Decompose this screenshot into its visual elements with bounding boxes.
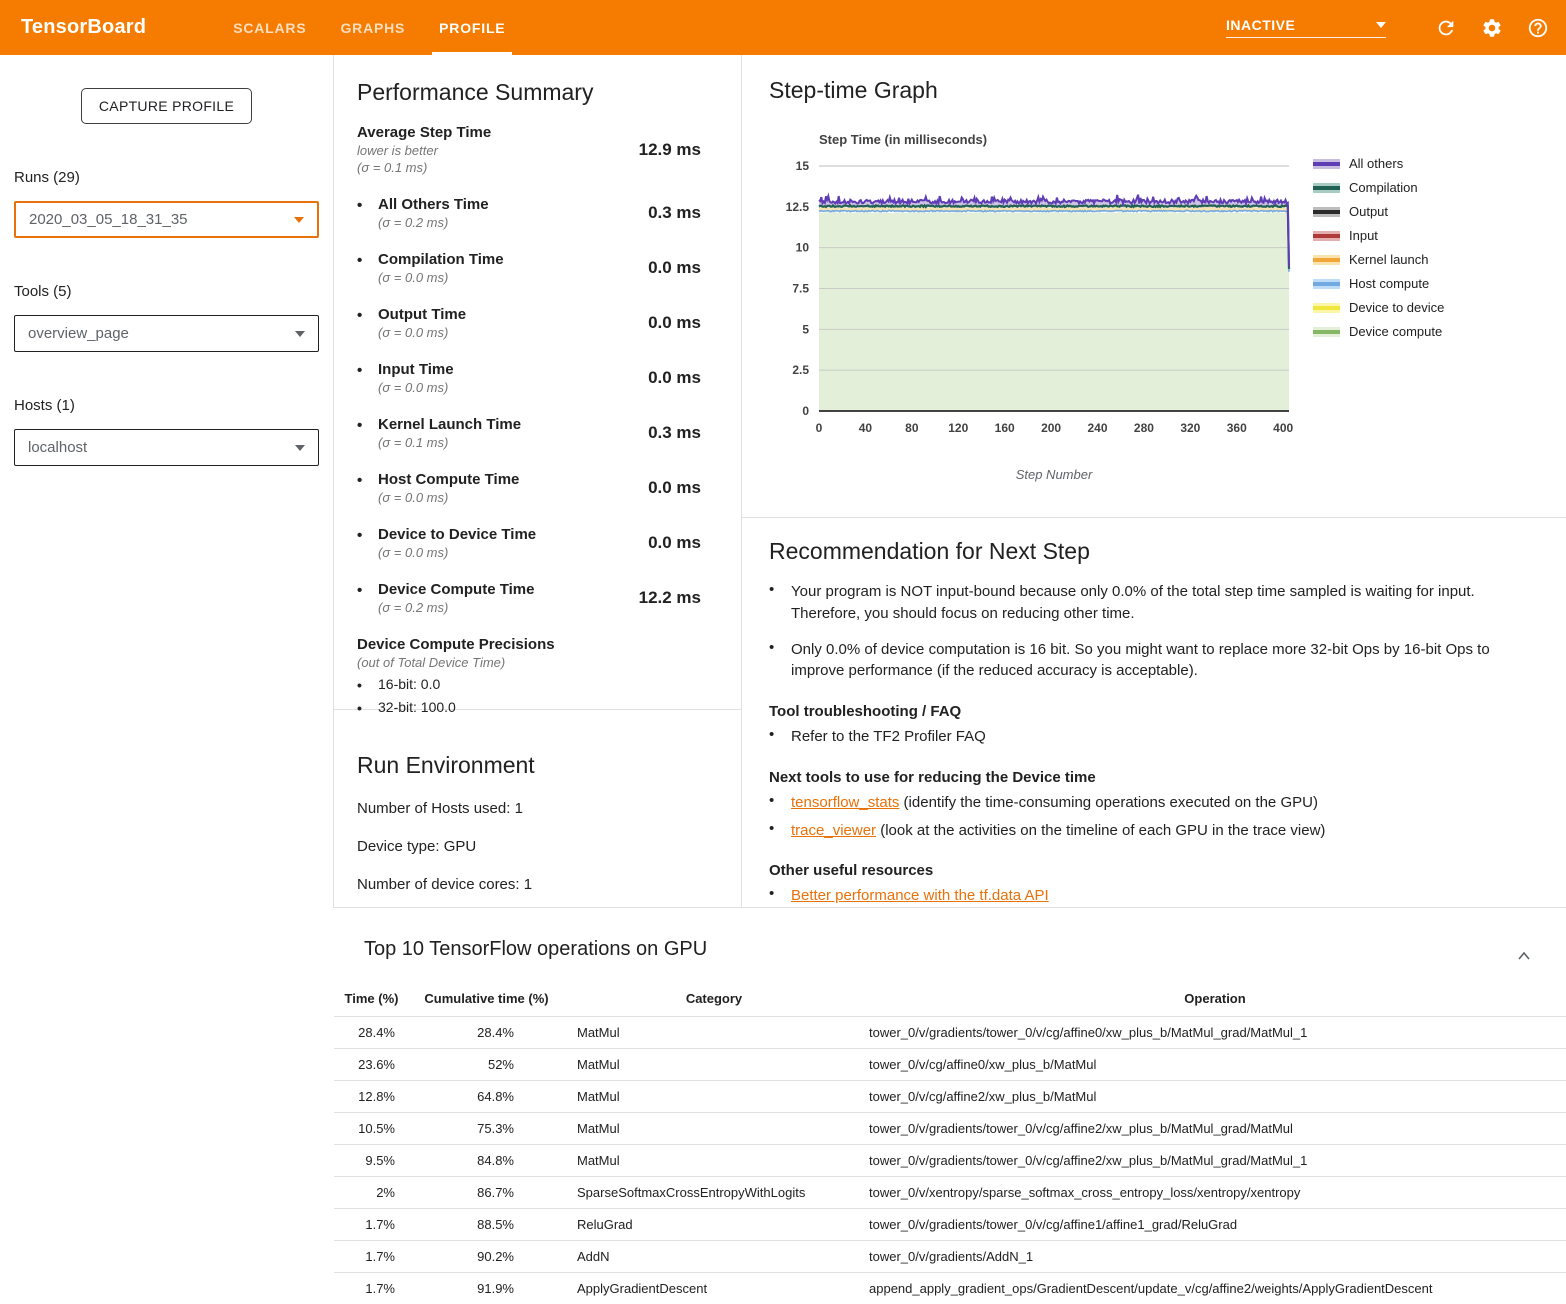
metric-sigma: (σ = 0.2 ms) <box>378 600 591 615</box>
chevron-down-icon <box>295 445 305 451</box>
legend-swatch <box>1313 207 1340 217</box>
metric-value: 12.2 ms <box>591 588 701 608</box>
metric-value: 0.3 ms <box>591 203 701 223</box>
performance-summary-title: Performance Summary <box>357 79 741 106</box>
metric-row <box>357 581 741 615</box>
metric-value: 0.3 ms <box>591 423 701 443</box>
bullet: • <box>769 820 791 842</box>
chevron-down-icon <box>1376 22 1386 28</box>
run-env-device-type: Device type: GPU <box>357 838 741 855</box>
time-cell: 12.8% <box>334 1081 409 1113</box>
metric-row <box>357 306 741 340</box>
category-cell: MatMul <box>564 1017 864 1049</box>
bullet: • <box>769 581 791 625</box>
time-cell: 2% <box>334 1177 409 1209</box>
chart-legend <box>1313 156 1444 482</box>
svg-text:2.5: 2.5 <box>792 363 809 377</box>
col-header-cumulative: Cumulative time (%) <box>409 983 564 1017</box>
category-cell: ApplyGradientDescent <box>564 1273 864 1304</box>
run-environment-section <box>334 710 741 893</box>
bullet: • <box>769 726 791 748</box>
top-bar <box>0 0 1566 55</box>
operation-cell: tower_0/v/gradients/AddN_1 <box>864 1241 1566 1273</box>
hosts-label: Hosts (1) <box>14 397 319 414</box>
recommendation-text: Your program is NOT input-bound because only 0.0% of the total step time sampled is waiting for input. Therefore, you should focus on reducing other time. <box>791 581 1521 625</box>
next-tools-heading: Next tools to use for reducing the Device time <box>769 769 1521 786</box>
legend-swatch <box>1313 183 1340 193</box>
legend-swatch <box>1313 231 1340 241</box>
chart-x-axis-label: Step Number <box>819 467 1289 482</box>
precision-item <box>357 676 741 693</box>
legend-item <box>1313 204 1444 219</box>
chevron-down-icon <box>294 217 304 223</box>
bullet: • <box>357 416 378 434</box>
time-cell: 28.4% <box>334 1017 409 1049</box>
tab-profile[interactable]: PROFILE <box>422 0 522 55</box>
svg-text:120: 120 <box>948 421 968 435</box>
status-dropdown[interactable] <box>1226 17 1386 38</box>
avg-step-time-row <box>357 124 741 175</box>
svg-text:10: 10 <box>796 241 810 255</box>
col-header-operation: Operation <box>864 983 1566 1017</box>
step-time-chart <box>769 132 1299 482</box>
svg-text:320: 320 <box>1180 421 1200 435</box>
page-content <box>0 55 1566 1304</box>
cumulative-cell: 84.8% <box>409 1145 564 1177</box>
bullet: • <box>357 306 378 324</box>
step-time-graph-section <box>742 55 1566 518</box>
operation-cell: tower_0/v/gradients/tower_0/v/cg/affine1/affine1_grad/ReluGrad <box>864 1209 1566 1241</box>
legend-label: Kernel launch <box>1349 252 1429 267</box>
faq-heading: Tool troubleshooting / FAQ <box>769 703 1521 720</box>
operation-cell: tower_0/v/xentropy/sparse_softmax_cross_entropy_loss/xentropy/xentropy <box>864 1177 1566 1209</box>
metric-label: All Others Time <box>378 196 591 213</box>
legend-item <box>1313 180 1444 195</box>
legend-item <box>1313 228 1444 243</box>
hosts-dropdown-value: localhost <box>28 439 87 456</box>
time-cell: 10.5% <box>334 1113 409 1145</box>
metric-value: 0.0 ms <box>591 368 701 388</box>
settings-gear-icon[interactable] <box>1480 16 1504 40</box>
precision-value: 16-bit: 0.0 <box>378 676 440 693</box>
table-row <box>334 1049 1566 1081</box>
bullet: • <box>769 792 791 814</box>
svg-text:7.5: 7.5 <box>792 282 809 296</box>
cumulative-cell: 91.9% <box>409 1273 564 1304</box>
cumulative-cell: 28.4% <box>409 1017 564 1049</box>
table-header-row <box>334 983 1566 1017</box>
legend-swatch <box>1313 303 1340 313</box>
run-environment-title: Run Environment <box>357 752 741 779</box>
tools-dropdown[interactable] <box>14 315 319 352</box>
bullet: • <box>357 581 378 599</box>
svg-text:0: 0 <box>816 421 823 435</box>
metric-label: Kernel Launch Time <box>378 416 591 433</box>
tab-scalars[interactable]: SCALARS <box>216 0 323 55</box>
metric-row <box>357 251 741 285</box>
metric-label: Device Compute Time <box>378 581 591 598</box>
recommendation-bullet <box>769 639 1521 683</box>
svg-text:280: 280 <box>1134 421 1154 435</box>
metric-value: 0.0 ms <box>591 258 701 278</box>
legend-swatch <box>1313 279 1340 289</box>
cumulative-cell: 64.8% <box>409 1081 564 1113</box>
recommendation-section <box>742 518 1566 907</box>
table-row <box>334 1273 1566 1304</box>
svg-text:12.5: 12.5 <box>786 200 810 214</box>
metric-sigma: (σ = 0.0 ms) <box>378 270 591 285</box>
recommendation-title: Recommendation for Next Step <box>769 538 1521 565</box>
svg-text:15: 15 <box>796 159 810 173</box>
bullet: • <box>357 526 378 544</box>
refresh-icon[interactable] <box>1434 16 1458 40</box>
bullet: • <box>357 699 378 716</box>
time-cell: 1.7% <box>334 1273 409 1304</box>
table-row <box>334 1113 1566 1145</box>
recommendation-bullet <box>769 581 1521 625</box>
col-header-category: Category <box>564 983 864 1017</box>
link-description: (look at the activities on the timeline of each GPU in the trace view) <box>876 822 1325 839</box>
runs-dropdown[interactable] <box>14 201 319 238</box>
faq-item <box>769 726 1521 748</box>
legend-item <box>1313 276 1444 291</box>
legend-swatch <box>1313 159 1340 169</box>
tools-group <box>14 283 319 352</box>
category-cell: MatMul <box>564 1049 864 1081</box>
bullet: • <box>357 251 378 269</box>
metric-value: 0.0 ms <box>591 478 701 498</box>
legend-label: All others <box>1349 156 1403 171</box>
legend-item <box>1313 300 1444 315</box>
right-column <box>742 55 1566 907</box>
table-row <box>334 1209 1566 1241</box>
metric-label: Input Time <box>378 361 591 378</box>
top-ops-section <box>334 908 1566 1304</box>
performance-summary-section <box>334 55 741 710</box>
bullet: • <box>769 639 791 683</box>
operation-cell: tower_0/v/gradients/tower_0/v/cg/affine2/xw_plus_b/MatMul_grad/MatMul_1 <box>864 1145 1566 1177</box>
cumulative-cell: 75.3% <box>409 1113 564 1145</box>
collapse-chevron-up-icon[interactable] <box>1514 946 1534 966</box>
tensorflow-stats-link[interactable]: tensorflow_stats <box>791 794 899 811</box>
metric-sigma: (σ = 0.0 ms) <box>378 545 591 560</box>
legend-swatch <box>1313 327 1340 337</box>
precisions-note: (out of Total Device Time) <box>357 655 741 670</box>
hosts-group <box>14 397 319 466</box>
metric-row <box>357 416 741 450</box>
metric-sigma: (σ = 0.1 ms) <box>378 435 591 450</box>
legend-item <box>1313 324 1444 339</box>
legend-label: Input <box>1349 228 1378 243</box>
table-row <box>334 1145 1566 1177</box>
metric-row <box>357 196 741 230</box>
app-title: TensorBoard <box>21 16 146 39</box>
bullet: • <box>357 361 378 379</box>
metric-row <box>357 471 741 505</box>
svg-text:240: 240 <box>1088 421 1108 435</box>
legend-label: Device to device <box>1349 300 1444 315</box>
time-cell: 1.7% <box>334 1241 409 1273</box>
sidebar <box>0 55 334 908</box>
metric-row <box>357 526 741 560</box>
svg-text:5: 5 <box>802 322 809 336</box>
svg-text:160: 160 <box>995 421 1015 435</box>
operation-cell: tower_0/v/cg/affine2/xw_plus_b/MatMul <box>864 1081 1566 1113</box>
top-ops-table <box>334 983 1566 1304</box>
col-header-time: Time (%) <box>334 983 409 1017</box>
device-compute-precisions <box>357 636 741 716</box>
time-cell: 1.7% <box>334 1209 409 1241</box>
category-cell: ReluGrad <box>564 1209 864 1241</box>
runs-dropdown-value: 2020_03_05_18_31_35 <box>29 211 188 228</box>
metric-label: Host Compute Time <box>378 471 591 488</box>
main-area <box>334 55 1566 1304</box>
tools-label: Tools (5) <box>14 283 319 300</box>
bullet: • <box>357 471 378 489</box>
metric-sigma: (σ = 0.1 ms) <box>357 160 591 175</box>
top-ops-title: Top 10 TensorFlow operations on GPU <box>334 938 1566 961</box>
bullet: • <box>769 885 791 907</box>
metric-value: 0.0 ms <box>591 533 701 553</box>
legend-label: Output <box>1349 204 1388 219</box>
cumulative-cell: 86.7% <box>409 1177 564 1209</box>
category-cell: MatMul <box>564 1081 864 1113</box>
header-actions <box>1226 0 1566 55</box>
operation-cell: append_apply_gradient_ops/GradientDescent/update_v/cg/affine2/weights/ApplyGradientDescent <box>864 1273 1566 1304</box>
hosts-dropdown[interactable] <box>14 429 319 466</box>
time-cell: 23.6% <box>334 1049 409 1081</box>
table-row <box>334 1081 1566 1113</box>
next-tools-item <box>769 820 1521 842</box>
table-row <box>334 1017 1566 1049</box>
svg-text:360: 360 <box>1227 421 1247 435</box>
bullet: • <box>357 196 378 214</box>
metric-label: Average Step Time <box>357 124 591 141</box>
runs-group <box>14 169 319 238</box>
legend-item <box>1313 252 1444 267</box>
cumulative-cell: 52% <box>409 1049 564 1081</box>
metric-sigma: (σ = 0.0 ms) <box>378 490 591 505</box>
svg-text:200: 200 <box>1041 421 1061 435</box>
faq-text: Refer to the TF2 Profiler FAQ <box>791 726 1521 748</box>
svg-text:0: 0 <box>802 404 809 418</box>
run-env-hosts: Number of Hosts used: 1 <box>357 800 741 817</box>
cumulative-cell: 90.2% <box>409 1241 564 1273</box>
precision-value: 32-bit: 100.0 <box>378 699 456 716</box>
tab-graphs[interactable]: GRAPHS <box>323 0 422 55</box>
legend-label: Device compute <box>1349 324 1442 339</box>
metric-label: Compilation Time <box>378 251 591 268</box>
recommendation-text: Only 0.0% of device computation is 16 bit. So you might want to replace more 32-bit Ops by 16-bit Ops to improve performance (if the reduced accuracy is acceptable). <box>791 639 1521 683</box>
trace-viewer-link[interactable]: trace_viewer <box>791 822 876 839</box>
legend-label: Compilation <box>1349 180 1418 195</box>
category-cell: SparseSoftmaxCrossEntropyWithLogits <box>564 1177 864 1209</box>
table-row <box>334 1177 1566 1209</box>
metric-row <box>357 361 741 395</box>
svg-text:80: 80 <box>905 421 919 435</box>
metric-sigma: (σ = 0.0 ms) <box>378 380 591 395</box>
other-resources-item <box>769 885 1521 907</box>
metric-value: 0.0 ms <box>591 313 701 333</box>
nav-tabs <box>216 0 522 55</box>
metric-value: 12.9 ms <box>591 140 701 160</box>
operation-cell: tower_0/v/cg/affine0/xw_plus_b/MatMul <box>864 1049 1566 1081</box>
capture-profile-button[interactable]: CAPTURE PROFILE <box>81 88 252 124</box>
table-row <box>334 1241 1566 1273</box>
link-description: (identify the time-consuming operations executed on the GPU) <box>899 794 1318 811</box>
operation-cell: tower_0/v/gradients/tower_0/v/cg/affine0/xw_plus_b/MatMul_grad/MatMul_1 <box>864 1017 1566 1049</box>
category-cell: AddN <box>564 1241 864 1273</box>
operation-cell: tower_0/v/gradients/tower_0/v/cg/affine2/xw_plus_b/MatMul_grad/MatMul <box>864 1113 1566 1145</box>
svg-text:40: 40 <box>859 421 873 435</box>
legend-label: Host compute <box>1349 276 1429 291</box>
legend-swatch <box>1313 255 1340 265</box>
run-env-cores: Number of device cores: 1 <box>357 876 741 893</box>
chevron-down-icon <box>295 331 305 337</box>
category-cell: MatMul <box>564 1145 864 1177</box>
legend-item <box>1313 156 1444 171</box>
runs-label: Runs (29) <box>14 169 319 186</box>
left-column <box>334 55 742 907</box>
metric-sigma: (σ = 0.0 ms) <box>378 325 591 340</box>
svg-text:400: 400 <box>1273 421 1293 435</box>
next-tools-item <box>769 792 1521 814</box>
cumulative-cell: 88.5% <box>409 1209 564 1241</box>
tfdata-performance-link[interactable]: Better performance with the tf.data API <box>791 887 1049 904</box>
help-icon[interactable] <box>1526 16 1550 40</box>
category-cell: MatMul <box>564 1113 864 1145</box>
metric-label: Output Time <box>378 306 591 323</box>
bullet: • <box>357 676 378 693</box>
other-resources-heading: Other useful resources <box>769 862 1521 879</box>
metric-note: lower is better <box>357 143 591 158</box>
metric-label: Device to Device Time <box>378 526 591 543</box>
time-cell: 9.5% <box>334 1145 409 1177</box>
chart-plot <box>769 156 1299 463</box>
metric-sigma: (σ = 0.2 ms) <box>378 215 591 230</box>
chart-title: Step Time (in milliseconds) <box>819 132 1299 147</box>
step-time-graph-title: Step-time Graph <box>769 77 1566 104</box>
tools-dropdown-value: overview_page <box>28 325 129 342</box>
precisions-label: Device Compute Precisions <box>357 636 741 653</box>
status-dropdown-value: INACTIVE <box>1226 17 1295 33</box>
